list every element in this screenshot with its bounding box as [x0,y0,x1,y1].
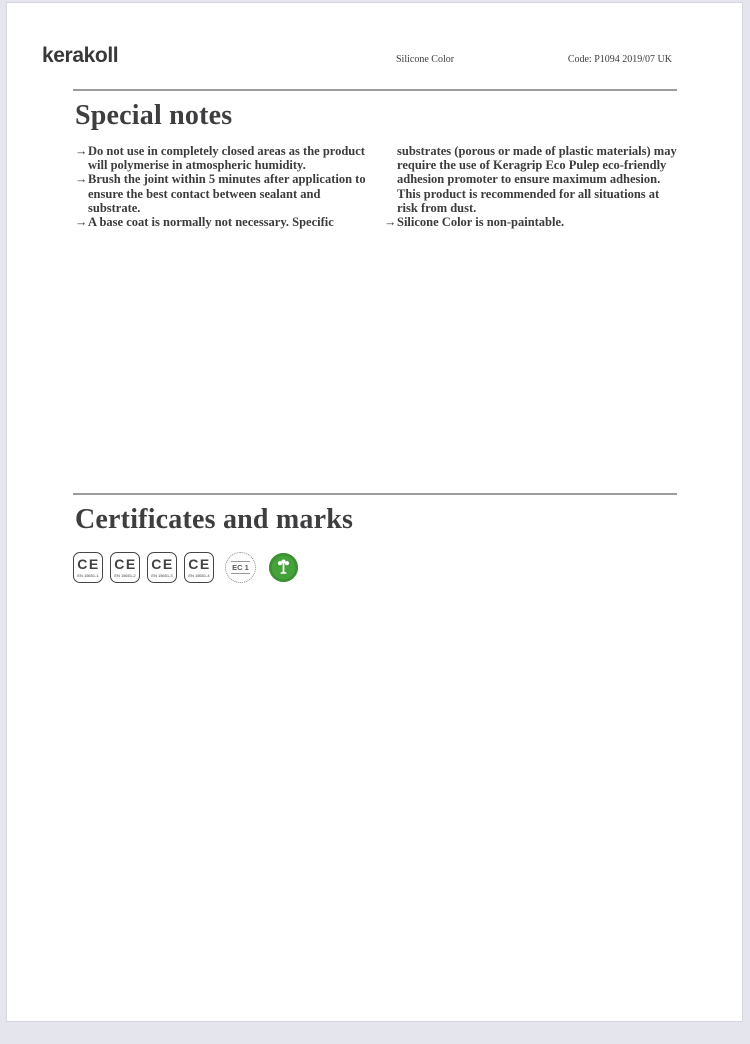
note-text: Brush the joint within 5 minutes after application to ensure the best contact between sealant and substrate. [88,172,366,215]
ce-mark-en15651-1-icon [73,552,103,583]
document-code: Code: P1094 2019/07 UK [567,54,672,65]
special-notes-body [75,144,677,229]
datasheet-page [6,2,743,1022]
note-item [75,144,368,172]
arrow-bullet-icon: → [75,144,88,158]
ce-mark-label: EN 15651-1 [77,572,99,578]
note-text: substrates (porous or made of plastic materials) may require the use of Keragrip Eco Pulep eco-friendly adhesion promoter to ensure maximum adhesion. This product is recommended for all situations at risk from dust. [397,144,677,215]
notes-column-right [384,144,677,229]
ce-mark-en15651-3-icon [147,552,177,583]
kerakoll-logo: kerakoll [42,44,119,67]
note-item [384,144,677,215]
ce-glyph: CE [188,556,211,573]
ec1-label: EC 1 [232,563,249,572]
certification-marks-row [73,552,298,583]
special-notes-heading: Special notes [75,100,233,131]
ce-mark-en15651-2-icon [110,552,140,583]
note-item [384,215,677,229]
note-text: A base coat is normally not necessary. Specific [88,215,334,230]
arrow-bullet-icon: → [75,172,88,187]
note-text: Do not use in completely closed areas as the product will polymerise in atmospheric humidity. [88,144,365,173]
note-item [75,215,368,229]
arrow-bullet-icon: → [384,215,397,230]
tree-glyph-icon [276,559,291,576]
note-text: Silicone Color is non-paintable. [397,215,565,230]
notes-column-left [75,144,368,229]
note-item [75,172,368,215]
header-divider [73,89,677,91]
ce-mark-label: EN 15651-2 [114,572,136,578]
certificates-heading: Certificates and marks [75,504,354,535]
document-title: Silicone Color [396,54,455,65]
ce-mark-label: EN 15651-3 [151,572,173,578]
section-divider [73,493,677,495]
ce-glyph: CE [114,556,137,573]
ce-mark-label: EN 15651-4 [188,572,210,578]
arrow-bullet-icon: → [75,215,88,230]
green-eco-certification-icon [269,553,298,582]
ce-mark-en15651-4-icon [184,552,214,583]
ce-glyph: CE [77,556,100,573]
emicode-ec1-stamp-icon [225,552,256,583]
ce-glyph: CE [151,556,174,573]
